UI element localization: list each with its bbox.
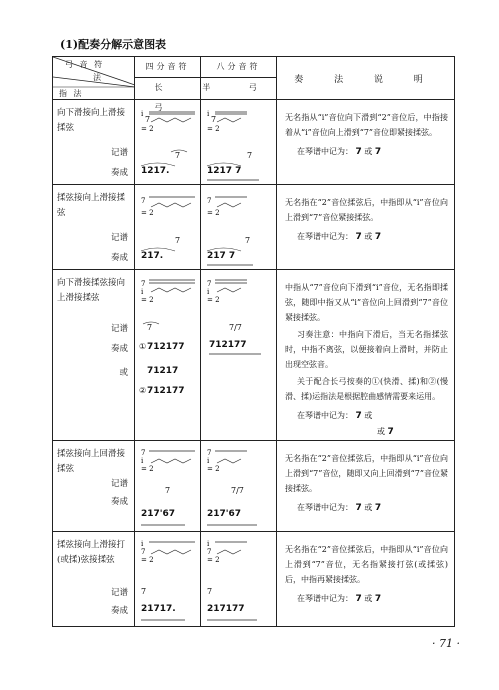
svg-text:= 2: = 2 bbox=[207, 296, 220, 304]
svg-text:i: i bbox=[141, 457, 144, 465]
notation-formula: 在琴谱中记为： 7 或 7 bbox=[297, 503, 382, 513]
formula-label: 在琴谱中记为： bbox=[297, 147, 353, 156]
technique-name-text: 揉弦接向上滑接揉弦 bbox=[57, 193, 126, 218]
eighth-notation-cell bbox=[201, 441, 277, 532]
played-eighth: 1217 7 bbox=[207, 166, 242, 176]
formula-label: 在琴谱中记为： bbox=[297, 503, 353, 512]
eighth-notation-cell bbox=[201, 270, 277, 441]
svg-text:i: i bbox=[207, 457, 210, 465]
svg-text:= 2: = 2 bbox=[141, 209, 154, 217]
description-note: 关于配合长弓按奏的①(快滑、揉)和②(慢滑、揉)运指法是根据腔曲感情需要来运用。 bbox=[285, 377, 448, 401]
table-row bbox=[53, 270, 455, 441]
page-caption: (1)配奏分解示意图表 bbox=[60, 38, 167, 51]
played-quarter-alt: 71217 bbox=[147, 366, 179, 376]
technique-name bbox=[53, 441, 135, 532]
played-label: 奏成 bbox=[110, 253, 128, 263]
header-half-bow: 半 弓 bbox=[202, 83, 275, 92]
technique-name-text: 揉弦接向上回滑接揉弦 bbox=[57, 449, 126, 474]
svg-text:= 2: = 2 bbox=[141, 296, 154, 304]
svg-text:i: i bbox=[207, 288, 210, 296]
header-description: 奏 法 说 明 bbox=[277, 57, 455, 100]
or-label: 或 bbox=[364, 147, 373, 156]
technique-name-text: 向下滑接向上滑接揉弦 bbox=[57, 108, 126, 133]
table-row bbox=[53, 100, 455, 185]
eighth-notation-cell bbox=[201, 100, 277, 185]
technique-name bbox=[53, 185, 135, 270]
header-eighth-cell bbox=[201, 57, 277, 100]
svg-text:= 2: = 2 bbox=[207, 465, 220, 473]
svg-text:7/7: 7/7 bbox=[231, 486, 244, 495]
svg-text:7: 7 bbox=[141, 280, 146, 288]
table-row bbox=[53, 185, 455, 270]
svg-text:7: 7 bbox=[141, 587, 147, 596]
technique-description bbox=[277, 100, 455, 185]
svg-text:i: i bbox=[141, 540, 144, 548]
bowing-table bbox=[52, 56, 455, 627]
or-label: 或 bbox=[364, 232, 373, 241]
technique-name-text: 向下滑接揉弦接向上滑接揉弦 bbox=[57, 278, 126, 303]
formula-label: 在琴谱中记为： bbox=[297, 411, 353, 420]
played-eighth: 217177 bbox=[207, 604, 245, 614]
description-text: 无名指从“i”音位向下滑到“2”音位后，中指接着从“i”音位向上滑到“7”音位即紧接揉弦。 bbox=[285, 113, 448, 137]
technique-description bbox=[277, 441, 455, 532]
svg-text:= 2: = 2 bbox=[141, 465, 154, 473]
technique-name bbox=[53, 532, 135, 627]
header-fingering: 指 法 bbox=[59, 89, 84, 98]
svg-text:= 2: = 2 bbox=[141, 556, 154, 564]
notation-graphic bbox=[135, 270, 201, 438]
notation-label: 记谱 bbox=[110, 588, 128, 598]
header-bow-note: 弓 音 符 bbox=[65, 60, 105, 69]
notation-label: 记谱 bbox=[110, 324, 128, 334]
quarter-notation-cell bbox=[135, 100, 201, 185]
svg-text:7: 7 bbox=[141, 548, 146, 556]
header-long-bow: 长 弓 bbox=[154, 83, 181, 112]
played-eighth: 217 7 bbox=[207, 251, 236, 261]
technique-name bbox=[53, 100, 135, 185]
technique-description bbox=[277, 532, 455, 627]
table-row bbox=[53, 532, 455, 627]
played-eighth: 712177 bbox=[209, 340, 247, 350]
notation-label: 记谱 bbox=[110, 479, 128, 489]
svg-text:7: 7 bbox=[165, 486, 171, 495]
played-quarter: 712177 bbox=[147, 342, 185, 352]
table-row bbox=[53, 441, 455, 532]
notation-formula: 在琴谱中记为： 7 或 7 bbox=[297, 232, 382, 242]
description-text: 无名指在“2”音位揉弦后，中指即从“i”音位向上滑到“7”音位，无名指紧接打弦(或揉弦)后，中指再紧接揉弦。 bbox=[285, 545, 448, 584]
header-eighth: 八分音符 bbox=[201, 57, 276, 78]
quarter-notation-cell bbox=[135, 532, 201, 627]
table-header-row bbox=[53, 57, 455, 100]
played-label: 奏成 bbox=[110, 497, 128, 507]
quarter-notation-cell bbox=[135, 441, 201, 532]
svg-text:= 2: = 2 bbox=[141, 125, 154, 133]
svg-text:7: 7 bbox=[207, 587, 213, 596]
svg-text:7: 7 bbox=[207, 280, 212, 288]
svg-text:7: 7 bbox=[247, 151, 253, 160]
header-quarter: 四分音符 bbox=[135, 57, 200, 78]
played-quarter: 217. bbox=[141, 251, 164, 261]
svg-text:7: 7 bbox=[245, 236, 251, 245]
header-quarter-cell bbox=[135, 57, 201, 112]
description-note: 习奏注意：中指向下滑后，当无名指揉弦时，中指不离弦，以便接着向上滑时，并防止出现空弦音。 bbox=[285, 330, 448, 369]
svg-text:i: i bbox=[207, 540, 210, 548]
description-text: 中指从“7”音位向下滑到“i”音位，无名指即揉弦，随即中指又从“i”音位向上回滑到“7”音位紧接揉弦。 bbox=[285, 283, 448, 322]
variant-marker: ① bbox=[139, 342, 147, 351]
svg-text:7: 7 bbox=[141, 449, 146, 457]
header-diagonal-cell bbox=[53, 57, 135, 100]
or-label: 或 bbox=[119, 368, 128, 378]
svg-text:7/7: 7/7 bbox=[229, 323, 242, 332]
played-eighth: 217'67 bbox=[207, 509, 242, 519]
description-text: 无名指在“2”音位揉弦后，中指即从“i”音位向上滑到“7”音位紧接揉弦。 bbox=[285, 198, 448, 222]
notation-formula: 在琴谱中记为： 7 或 或 7 bbox=[297, 411, 394, 437]
technique-name bbox=[53, 270, 135, 441]
svg-text:7: 7 bbox=[147, 323, 153, 332]
or-label: 或 bbox=[364, 411, 373, 420]
played-quarter-alt2: 712177 bbox=[147, 386, 185, 396]
variant-marker: ② bbox=[139, 386, 147, 395]
notation-label: 记谱 bbox=[110, 148, 128, 158]
quarter-notation-cell bbox=[135, 270, 201, 441]
notation-graphic bbox=[201, 270, 277, 438]
svg-text:7: 7 bbox=[207, 197, 212, 205]
page-number: · 71 · bbox=[432, 637, 460, 650]
or-label: 或 bbox=[364, 503, 373, 512]
quarter-notation-cell bbox=[135, 185, 201, 270]
svg-text:= 2: = 2 bbox=[207, 209, 220, 217]
played-quarter: 21717. bbox=[141, 604, 176, 614]
notation-formula: 在琴谱中记为： 7 或 7 bbox=[297, 594, 382, 604]
played-quarter: 217'67 bbox=[141, 509, 176, 519]
notation-formula: 在琴谱中记为： 7 或 7 bbox=[297, 147, 382, 157]
svg-text:7: 7 bbox=[207, 548, 212, 556]
svg-text:= 2: = 2 bbox=[207, 125, 220, 133]
svg-text:= 2: = 2 bbox=[207, 556, 220, 564]
header-method: 法 bbox=[93, 73, 103, 82]
svg-text:7: 7 bbox=[207, 449, 212, 457]
formula-label: 在琴谱中记为： bbox=[297, 232, 353, 241]
notation-label: 记谱 bbox=[110, 233, 128, 243]
svg-text:i: i bbox=[207, 110, 210, 118]
played-label: 奏成 bbox=[110, 606, 128, 616]
svg-text:7: 7 bbox=[211, 115, 217, 124]
svg-text:7: 7 bbox=[175, 236, 181, 245]
or-label: 或 bbox=[377, 427, 385, 436]
played-label: 奏成 bbox=[110, 168, 128, 178]
eighth-notation-cell bbox=[201, 185, 277, 270]
svg-text:i: i bbox=[141, 288, 144, 296]
svg-text:i: i bbox=[141, 110, 144, 118]
svg-text:7: 7 bbox=[145, 115, 151, 124]
technique-description bbox=[277, 270, 455, 441]
or-label: 或 bbox=[364, 594, 373, 603]
formula-label: 在琴谱中记为： bbox=[297, 594, 353, 603]
eighth-notation-cell bbox=[201, 532, 277, 627]
description-text: 无名指在“2”音位揉弦后，中指即从“i”音位向上滑到“7”音位，随即又向上回滑到“7”音位紧接揉弦。 bbox=[285, 454, 448, 493]
svg-text:7: 7 bbox=[175, 151, 181, 160]
played-label: 奏成 bbox=[110, 344, 128, 354]
svg-text:7: 7 bbox=[141, 197, 146, 205]
technique-description bbox=[277, 185, 455, 270]
played-quarter: 1217. bbox=[141, 166, 170, 176]
technique-name-text: 揉弦接向上滑接打(或揉)弦接揉弦 bbox=[57, 540, 126, 565]
